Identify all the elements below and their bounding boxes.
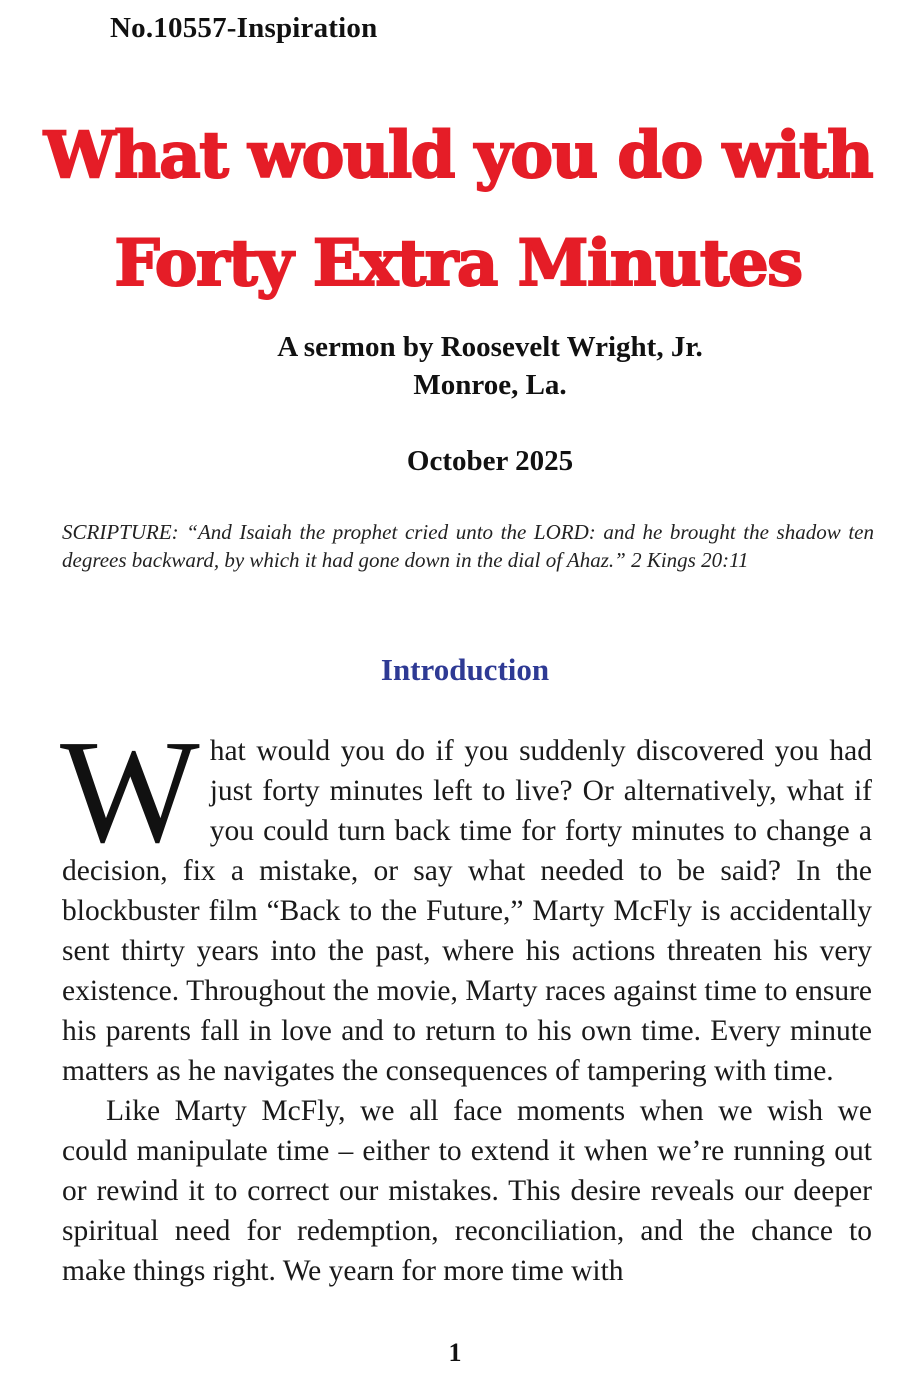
body-text — [60, 710, 872, 1291]
sermon-date: October 2025 — [406, 445, 574, 477]
paragraph-1 — [60, 710, 872, 1091]
page-number: 1 — [448, 1338, 462, 1367]
series-number: No.10557-Inspiration — [110, 12, 378, 44]
author-location: Monroe, La. — [413, 369, 567, 401]
title-line-1: What would you do with — [43, 118, 873, 193]
drop-cap: W — [60, 710, 200, 874]
paragraph-2: Like Marty McFly, we all face moments when we wish we could manipulate time – either to extend it when we’re running out or rewind it to correct our mistakes. This desire reveals our deeper spiritual need for redemption, reconciliation, and the chance to make things right. We yearn for more time with — [62, 1095, 872, 1287]
author-line: A sermon by Roosevelt Wright, Jr. — [277, 331, 703, 363]
scripture-quote: SCRIPTURE: “And Isaiah the prophet cried unto the LORD: and he brought the shadow ten degrees backward, by which it had gone down in the dial of Ahaz.” 2 Kings 20:11 — [62, 520, 874, 572]
paragraph-1-text: hat would you do if you suddenly discovered you had just forty minutes left to live? Or alternatively, what if you could turn back time for forty minutes to change a decision, fix a mistake, or say what needed to be said? In the blockbuster film “Back to the Future,” Marty McFly is accidentally sent thirty years into the past, where his actions threaten his very existence. Throughout the movie, Marty races against time to ensure his parents fall in love and to return to his own time. Every minute matters as he navigates the consequences of tampering with time. — [62, 735, 872, 1087]
sermon-title — [0, 102, 916, 318]
section-heading: Introduction — [380, 652, 550, 687]
title-line-2: Forty Extra Minutes — [114, 226, 802, 301]
byline — [0, 328, 916, 404]
